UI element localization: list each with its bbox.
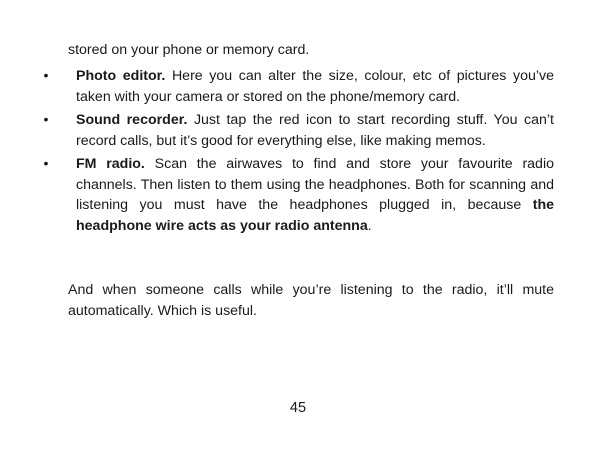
feature-emphasis: the headphone wire acts as your radio antenna (76, 197, 554, 234)
feature-term: Sound recorder. (76, 112, 188, 128)
bullet-icon: • (43, 112, 49, 128)
feature-sound-recorder (0, 110, 596, 151)
feature-term: FM radio. (76, 156, 145, 172)
bullet-icon: • (43, 156, 49, 172)
page-number: 45 (289, 400, 307, 416)
bullet-icon: • (43, 68, 49, 84)
feature-photo-editor (0, 66, 596, 107)
feature-term: Photo editor. (76, 68, 166, 84)
feature-description: Just tap the red icon to start recording stuff. You can’t record calls, but it’s good for everything else, like making memos. (76, 112, 554, 149)
feature-fm-radio (0, 154, 596, 236)
feature-ending: . (367, 217, 372, 234)
feature-description: Scan the airwaves to find and store your favourite radio channels. Then listen to them using the headphones. Both for scanning and listening you must have the headphones plugged in, because (76, 156, 554, 213)
intro-text: stored on your phone or memory card. (68, 42, 310, 58)
feature-list (0, 60, 596, 239)
feature-description: Here you can alter the size, colour, etc of pictures you’ve taken with your camera or stored on the phone/memory card. (76, 68, 554, 105)
closing-paragraph: And when someone calls while you’re listening to the radio, it’ll mute automatically. Which is useful. (68, 282, 554, 319)
